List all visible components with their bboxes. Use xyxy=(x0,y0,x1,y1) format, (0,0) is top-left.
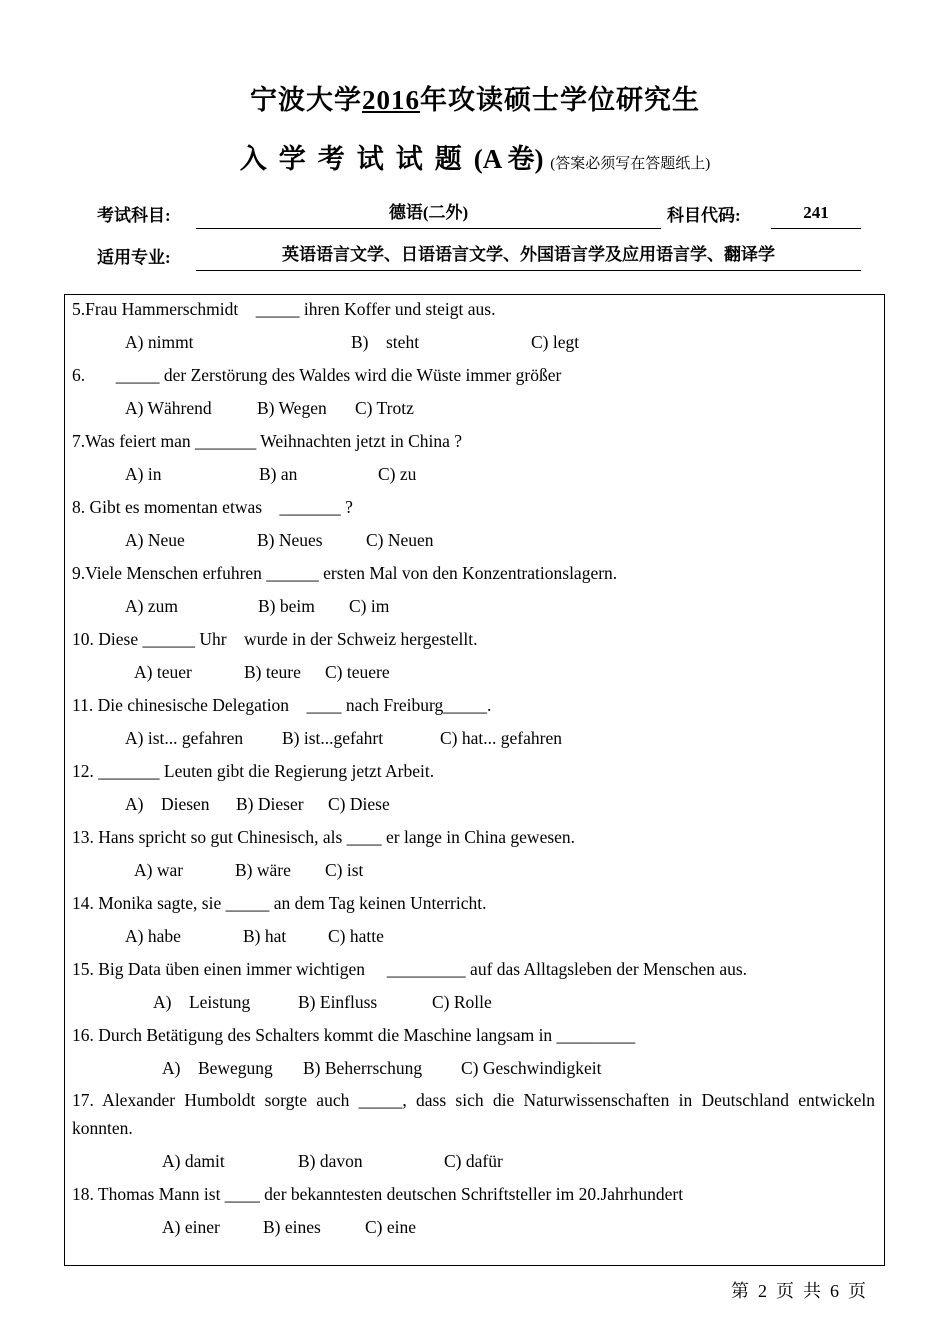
q13-option-c: C) ist xyxy=(325,860,364,880)
q9-option-c: C) im xyxy=(349,596,390,616)
question-6: 6. _____ der Zerstörung des Waldes wird die Wüste immer größer xyxy=(72,365,562,385)
question-8: 8. Gibt es momentan etwas _______ ? xyxy=(72,497,353,517)
question-18: 18. Thomas Mann ist ____ der bekanntesten deutschen Schriftsteller im 20.Jahrhundert xyxy=(72,1184,684,1204)
question-5: 5.Frau Hammerschmidt _____ ihren Koffer und steigt aus. xyxy=(72,299,496,319)
q14-option-a: A) habe xyxy=(125,926,181,946)
q5-option-b: B) steht xyxy=(351,332,420,352)
question-15: 15. Big Data üben einen immer wichtigen _________ auf das Alltagsleben der Menschen aus. xyxy=(72,959,748,979)
q17-option-c: C) dafür xyxy=(444,1151,503,1171)
q8-option-a: A) Neue xyxy=(125,530,185,550)
q18-option-b: B) eines xyxy=(263,1217,321,1237)
question-17: 17. Alexander Humboldt sorgte auch _____, dass sich die Naturwissenschaften in Deutschland entwickeln konnten. xyxy=(72,1090,875,1138)
title-year: 2016 xyxy=(362,85,420,115)
q16-option-a: A) Bewegung xyxy=(162,1058,273,1078)
q6-option-b: B) Wegen xyxy=(257,398,327,418)
q11-option-a: A) ist... gefahren xyxy=(125,728,244,748)
q8-option-b: B) Neues xyxy=(257,530,323,550)
title-university: 宁波大学 xyxy=(250,85,362,115)
q12-option-a: A) Diesen xyxy=(125,794,210,814)
question-16: 16. Durch Betätigung des Schalters kommt die Maschine langsam in _________ xyxy=(72,1025,636,1045)
page-number: 第 2 页 共 6 页 xyxy=(731,1281,866,1301)
q5-option-c: C) legt xyxy=(531,332,580,352)
subject-label: 考试科目: xyxy=(97,206,171,225)
q10-option-c: C) teuere xyxy=(325,662,390,682)
question-12: 12. _______ Leuten gibt die Regierung jetzt Arbeit. xyxy=(72,761,435,781)
q15-option-a: A) Leistung xyxy=(153,992,251,1012)
q18-option-c: C) eine xyxy=(365,1217,417,1237)
q11-option-b: B) ist...gefahrt xyxy=(282,728,384,748)
question-7: 7.Was feiert man _______ Weihnachten jetzt in China ? xyxy=(72,431,463,451)
q9-option-b: B) beim xyxy=(258,596,315,616)
q9-option-a: A) zum xyxy=(125,596,178,616)
q17-option-b: B) davon xyxy=(298,1151,363,1171)
q12-option-c: C) Diese xyxy=(328,794,390,814)
q12-option-b: B) Dieser xyxy=(236,794,304,814)
q15-option-c: C) Rolle xyxy=(432,992,492,1012)
subtitle-note: (答案必须写在答题纸上) xyxy=(550,156,711,172)
subject-field: 德语(二外) xyxy=(196,201,661,229)
q6-option-c: C) Trotz xyxy=(355,398,414,418)
q7-option-c: C) zu xyxy=(378,464,417,484)
q11-option-c: C) hat... gefahren xyxy=(440,728,562,748)
question-9: 9.Viele Menschen erfuhren ______ ersten Mal von den Konzentrationslagern. xyxy=(72,563,618,583)
question-11: 11. Die chinesische Delegation ____ nach Freiburg_____. xyxy=(72,695,492,715)
code-field: 241 xyxy=(771,201,861,229)
q14-option-b: B) hat xyxy=(243,926,287,946)
question-14: 14. Monika sagte, sie _____ an dem Tag keinen Unterricht. xyxy=(72,893,487,913)
q10-option-b: B) teure xyxy=(244,662,301,682)
q10-option-a: A) teuer xyxy=(134,662,192,682)
q18-option-a: A) einer xyxy=(162,1217,220,1237)
exam-title xyxy=(0,78,950,117)
question-10: 10. Diese ______ Uhr wurde in der Schweiz hergestellt. xyxy=(72,629,478,649)
q15-option-b: B) Einfluss xyxy=(298,992,378,1012)
subtitle-main: 入学考试试题 xyxy=(239,144,474,174)
exam-subtitle xyxy=(0,137,950,176)
title-suffix: 年攻读硕士学位研究生 xyxy=(420,85,700,115)
code-label: 科目代码: xyxy=(667,206,741,225)
q16-option-b: B) Beherrschung xyxy=(303,1058,423,1078)
major-field: 英语语言文学、日语语言文学、外国语言学及应用语言学、翻译学 xyxy=(196,243,861,271)
q6-option-a: A) Während xyxy=(125,398,212,418)
q5-option-a: A) nimmt xyxy=(125,332,194,352)
q14-option-c: C) hatte xyxy=(328,926,384,946)
q13-option-a: A) war xyxy=(134,860,184,880)
q17-option-a: A) damit xyxy=(162,1151,225,1171)
major-label: 适用专业: xyxy=(97,248,171,267)
q7-option-b: B) an xyxy=(259,464,298,484)
subtitle-paper: (A 卷) xyxy=(473,144,544,174)
q16-option-c: C) Geschwindigkeit xyxy=(461,1058,602,1078)
q7-option-a: A) in xyxy=(125,464,162,484)
q13-option-b: B) wäre xyxy=(235,860,291,880)
q8-option-c: C) Neuen xyxy=(366,530,434,550)
question-13: 13. Hans spricht so gut Chinesisch, als ____ er lange in China gewesen. xyxy=(72,827,576,847)
